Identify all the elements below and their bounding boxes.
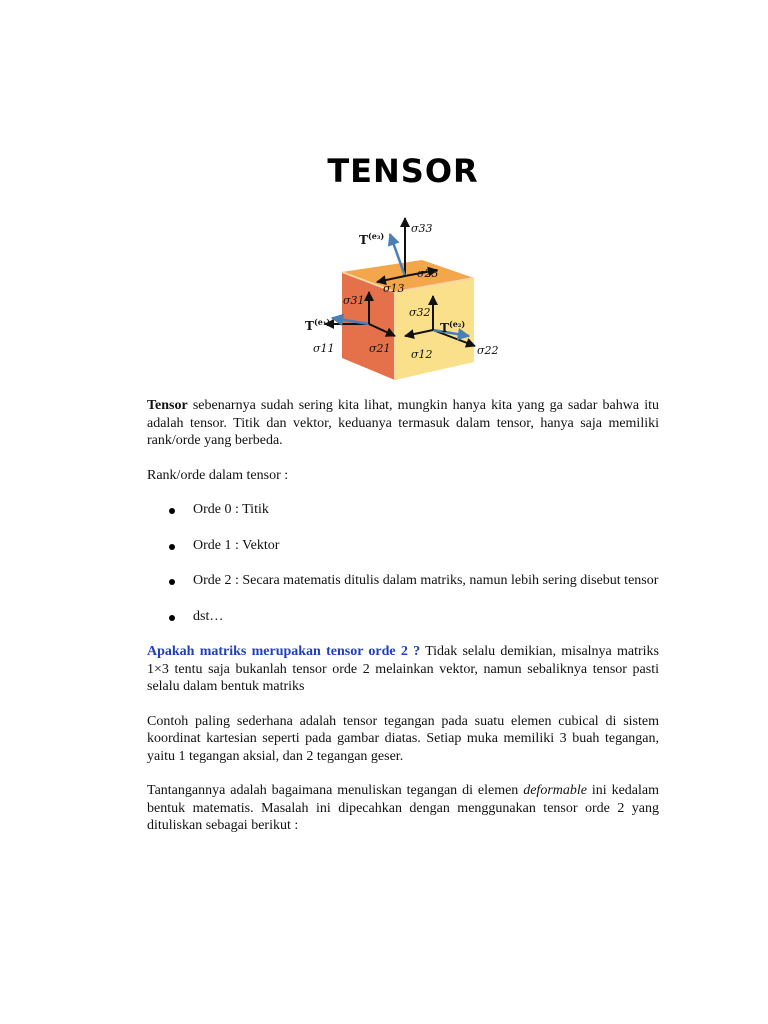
label-s22: σ22: [477, 344, 499, 357]
bullet-icon: [169, 544, 175, 550]
list-item: dst…: [147, 608, 659, 626]
svg-text:T(e₃): [359, 231, 384, 247]
bullet-icon: [169, 508, 175, 514]
page-title: TENSOR: [327, 152, 479, 190]
stress-tensor-cube-figure: [297, 212, 507, 387]
label-s21: σ21: [369, 342, 391, 355]
label-t-e2-sup: (e₂): [448, 319, 466, 329]
term-tensor: Tensor: [147, 398, 188, 413]
label-t-e2: T: [440, 321, 449, 335]
label-s13: σ13: [383, 282, 405, 295]
label-s12: σ12: [411, 348, 433, 361]
paragraph-challenge: Tantangannya adalah bagaimana menuliskan tegangan di elemen deformable ini kedalam bentuk matematis. Masalah ini dipecahkan dengan menggunakan tensor orde 2 yang dituliskan sebagai berikut :: [147, 783, 659, 833]
label-s31: σ31: [343, 294, 365, 307]
label-t-e1-sup: (e₁): [313, 317, 331, 327]
term-deformable: deformable: [523, 783, 587, 798]
label-s23: σ23: [417, 267, 439, 280]
label-t-e3: T: [359, 233, 368, 247]
highlighted-question: Apakah matriks merupakan tensor orde 2 ?: [147, 644, 421, 659]
label-t-e1: T: [305, 319, 314, 333]
list-item: Orde 2 : Secara matematis ditulis dalam matriks, namun lebih sering disebut tensor: [147, 572, 659, 590]
list-item: Orde 1 : Vektor: [147, 537, 659, 555]
paragraph-example: Contoh paling sederhana adalah tensor tegangan pada suatu elemen cubical di sistem koordinat kartesian seperti pada gambar diatas. Setiap muka memiliki 3 buah tegangan, yaitu 1 tegangan aksial, dan 2 tegangan geser.: [147, 713, 659, 764]
paragraph-matrix-question: [147, 643, 659, 696]
label-t-e3-sup: (e₃): [367, 231, 385, 241]
label-s11: σ11: [313, 342, 335, 355]
bullet-icon: [169, 615, 175, 621]
document-body: [147, 397, 659, 852]
bullet-icon: [169, 579, 175, 585]
paragraph-rank-heading: Rank/orde dalam tensor :: [147, 467, 289, 483]
rank-list: [147, 501, 659, 625]
paragraph-intro-text: sebenarnya sudah sering kita lihat, mungkin hanya kita yang ga sadar bahwa itu adalah tensor. Titik dan vektor, keduanya termasuk dalam tensor, hanya saja memiliki rank/orde yang berbeda.: [147, 398, 659, 448]
svg-text:T(e₁): [305, 317, 330, 333]
paragraph-intro: [147, 397, 659, 450]
paragraph-matrix-text: Tidak selalu demikian, misalnya matriks 1×3 tentu saja bukanlah tensor orde 2 melainkan vektor, namun sebaliknya tensor pasti selalu dalam bentuk matriks: [147, 644, 659, 694]
label-s32: σ32: [409, 306, 431, 319]
label-s33: σ33: [411, 222, 433, 235]
list-item: Orde 0 : Titik: [147, 501, 659, 519]
